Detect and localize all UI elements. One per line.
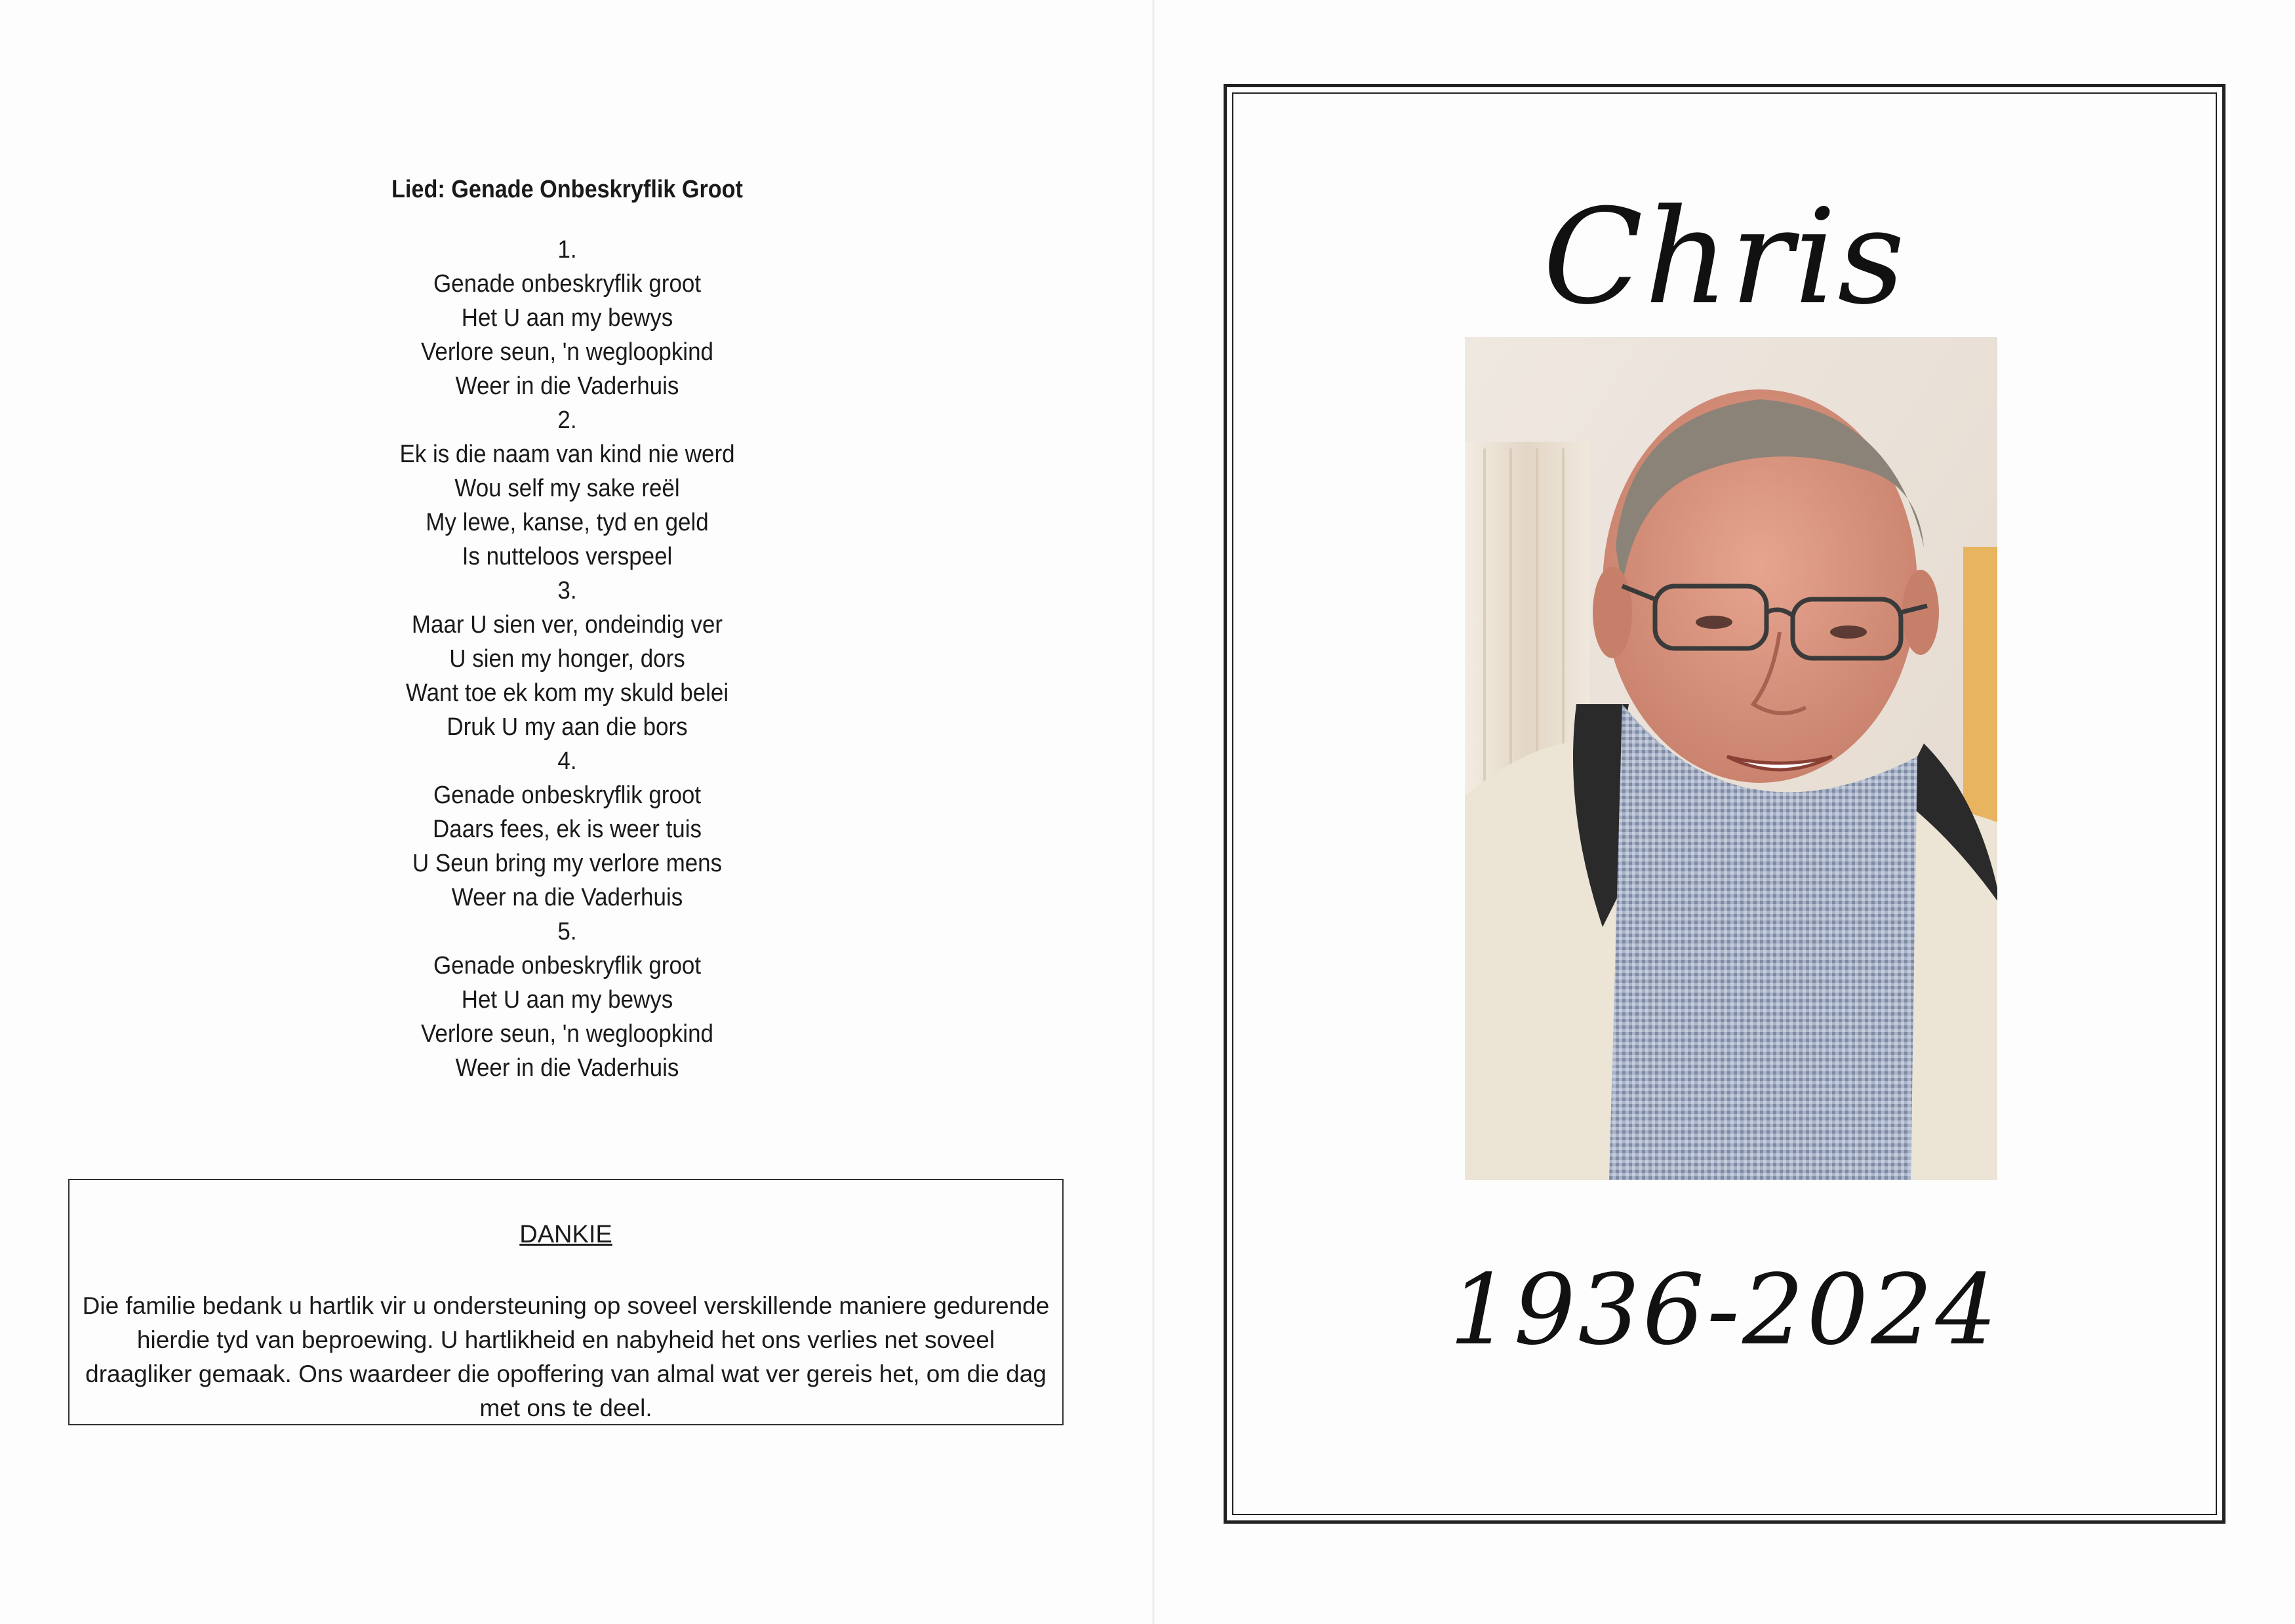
hymn-line: Genade onbeskryflik groot — [433, 782, 702, 809]
hymn-line: Want toe ek kom my skuld belei — [405, 679, 729, 707]
portrait-illustration — [1465, 337, 1997, 1180]
cover-inner-border — [1232, 92, 2217, 1515]
hymn-line: 3. — [557, 577, 577, 604]
hymn-line: Het U aan my bewys — [461, 304, 673, 332]
hymn-line: 2. — [557, 406, 577, 434]
hymn-line: 1. — [557, 236, 577, 264]
hymn-line: Weer in die Vaderhuis — [455, 372, 679, 400]
hymn-section — [216, 176, 918, 1085]
cover-frame — [1224, 84, 2225, 1524]
hymn-line: Het U aan my bewys — [461, 986, 673, 1014]
hymn-line: Verlore seun, 'n wegloopkind — [421, 1020, 713, 1048]
hymn-title: Lied: Genade Onbeskryflik Groot — [391, 176, 743, 203]
hymn-line: Is nutteloos verspeel — [462, 543, 673, 570]
thanks-box — [68, 1179, 1064, 1425]
hymn-line: Daars fees, ek is weer tuis — [433, 816, 702, 843]
cover-years: 1936-2024 — [1449, 1254, 2000, 1366]
hymn-line: U Seun bring my verlore mens — [412, 850, 723, 877]
hymn-line: Genade onbeskryflik groot — [433, 952, 702, 980]
hymn-line: 5. — [557, 918, 577, 945]
thanks-heading: DANKIE — [519, 1221, 612, 1248]
hymn-line: My lewe, kanse, tyd en geld — [426, 509, 709, 536]
page-fold — [1152, 0, 1155, 1624]
hymn-line: U sien my honger, dors — [449, 645, 685, 673]
hymn-line: Ek is die naam van kind nie werd — [399, 441, 735, 468]
hymn-line: Weer na die Vaderhuis — [451, 884, 683, 911]
hymn-lines — [216, 233, 918, 1085]
thanks-body: Die familie bedank u hartlik vir u ondersteuning op soveel verskillende maniere gedurende hierdie tyd van beproewing. U hartlikheid en nabyheid het ons verlies net soveel draagliker gemaak. Ons waardeer die opoffering van almal wat ver gereis het, om die dag met ons te deel. — [82, 1292, 1050, 1421]
cover-name: Chris — [1542, 181, 1907, 334]
hymn-line: Druk U my aan die bors — [447, 713, 688, 741]
hymn-line: Maar U sien ver, ondeindig ver — [411, 611, 723, 639]
hymn-line: Genade onbeskryflik groot — [433, 270, 702, 298]
hymn-line: 4. — [557, 747, 577, 775]
hymn-line: Wou self my sake reël — [454, 475, 680, 502]
hymn-line: Verlore seun, 'n wegloopkind — [421, 338, 713, 366]
hymn-line: Weer in die Vaderhuis — [455, 1054, 679, 1082]
portrait-photo — [1465, 337, 1997, 1180]
